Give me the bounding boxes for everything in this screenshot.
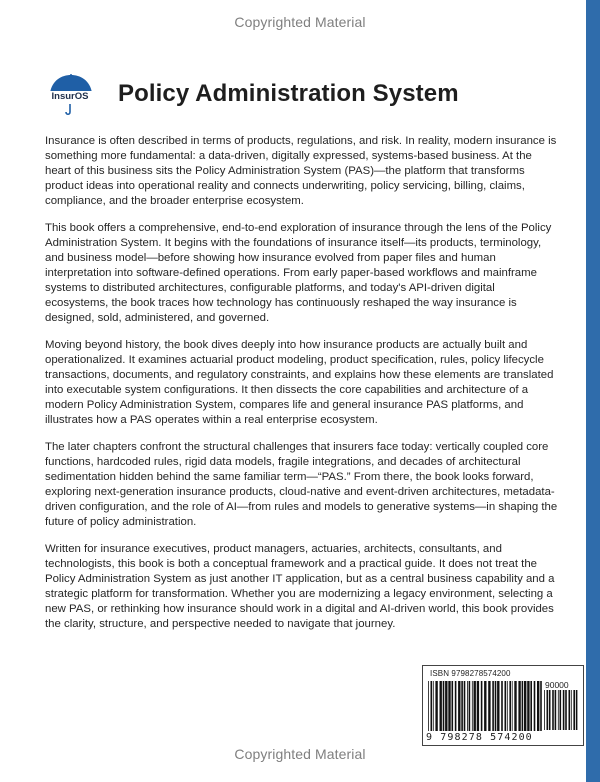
barcode-bar [440, 681, 442, 731]
blurb [45, 134, 560, 644]
barcode-bar [540, 681, 542, 731]
barcode-addon-bars [544, 690, 578, 738]
barcode-bar [428, 681, 429, 731]
barcode-bar [509, 681, 511, 731]
barcode-bar [445, 681, 447, 731]
barcode-digits: 9 798278 574200 [426, 732, 533, 743]
barcode-bar [507, 681, 508, 731]
copyright-watermark-top: Copyrighted Material [234, 14, 366, 30]
barcode-bar [505, 681, 507, 731]
barcode-bar [435, 681, 437, 731]
barcode-bar [448, 681, 450, 731]
barcode-bar [527, 681, 529, 731]
barcode-bar [522, 681, 524, 731]
barcode-bar [552, 690, 554, 730]
barcode-bar [563, 690, 565, 730]
barcode-bar [433, 681, 434, 731]
barcode-addon-number: 90000 [545, 680, 569, 690]
barcode-bar [576, 690, 578, 730]
isbn-barcode [422, 665, 584, 746]
barcode-bar [573, 690, 575, 730]
barcode-bar [530, 681, 532, 731]
barcode-bar [492, 681, 494, 731]
logo-text: InsurOS [44, 91, 96, 102]
barcode-bar [549, 690, 551, 730]
cover-header [44, 74, 564, 122]
barcode-bar [544, 690, 545, 730]
paragraph: Insurance is often described in terms of products, regulations, and risk. In reality, modern insurance is something more fundamental: a data-driven, digitally expressed, systems-based business. At the heart of this business sits the Policy Administration System (PAS)—the platform that transforms product ideas into operational reality and connects underwriting, policy servicing, billing, claims, compliance, and the broader enterprise ecosystem. [45, 135, 557, 207]
barcode-bar [569, 690, 571, 730]
barcode-bar [443, 681, 445, 731]
isbn-label: ISBN 9798278574200 [430, 669, 511, 678]
cover-edge-strip [586, 0, 600, 782]
barcode-bar [495, 681, 497, 731]
barcode-bar [501, 681, 503, 731]
barcode-bar [518, 681, 520, 731]
barcode-bar [565, 690, 567, 730]
barcode-bar [512, 681, 513, 731]
barcode-bar [455, 681, 457, 731]
barcode-bar [472, 681, 473, 731]
barcode-bar [474, 681, 476, 731]
barcode-bar [458, 681, 460, 731]
paragraph: Moving beyond history, the book dives deeply into how insurance products are actually built and operationalized. It examines actuarial product modeling, product specification, rules, policy lifecycle transactions, documents, and regulatory constraints, and explains how these elements are translated into executable system configurations. It then dissects the core capabilities and architecture of a modern Policy Administration System, compares life and general insurance PAS platforms, and illustrates how a PAS operates within a real enterprise ecosystem. [45, 339, 554, 426]
insuros-logo [44, 74, 100, 120]
barcode-bar [537, 681, 539, 731]
barcode-bar [481, 681, 483, 731]
barcode-bar [477, 681, 479, 731]
barcode-bar [488, 681, 490, 731]
barcode-bar [452, 681, 454, 731]
barcode-bar [524, 681, 526, 731]
barcode-bar [571, 690, 572, 730]
paragraph: Written for insurance executives, product managers, actuaries, architects, consultants, and technologists, this book is both a conceptual framework and a practical guide. It does not treat the Policy Administration System as just another IT application, but as a central business capability and a strategic platform for transformation. Whether you are modernizing a legacy environment, selecting a new PAS, or rethinking how insurance should work in a digital and AI-driven world, this book provides the clarity, structure, and perspective needed to navigate that journey. [45, 543, 555, 630]
barcode-bar [469, 681, 471, 731]
barcode-bar [431, 681, 433, 731]
barcode-bars [428, 681, 542, 731]
barcode-bar [514, 681, 516, 731]
barcode-bar [497, 681, 499, 731]
barcode-bar [484, 681, 486, 731]
barcode-bar [547, 690, 549, 730]
barcode-bar [464, 681, 466, 731]
barcode-bar [558, 690, 559, 730]
paragraph: This book offers a comprehensive, end-to-end exploration of insurance through the lens of the Policy Administration System. It begins with the foundations of insurance itself—its products, terminology, and business model—before showing how insurance evolved from paper files and human interpretation into software-defined operations. From early paper-based workflows and mainframe systems to distributed architectures, configurable platforms, and today's API-driven digital ecosystems, the book traces how technology has continuously reshaped the way insurance is designed, sold, administered, and governed. [45, 222, 552, 324]
barcode-bar [555, 690, 557, 730]
copyright-watermark-bottom: Copyrighted Material [234, 746, 366, 762]
barcode-bar [461, 681, 463, 731]
barcode-bar [467, 681, 468, 731]
barcode-bar [534, 681, 536, 731]
barcode-bar [560, 690, 562, 730]
paragraph: The later chapters confront the structural challenges that insurers face today: vertically coupled core functions, hardcoded rules, rigid data models, fragile integrations, and decades of architectural sedimentation hidden behind the same familiar term—“PAS.” From there, the book looks forward, exploring next-generation insurance products, cloud-native and event-driven architectures, metadata-driven configuration, and the role of AI—from rules and models to generative systems—in shaping the future of policy administration. [45, 441, 558, 528]
page-title: Policy Administration System [118, 80, 459, 107]
